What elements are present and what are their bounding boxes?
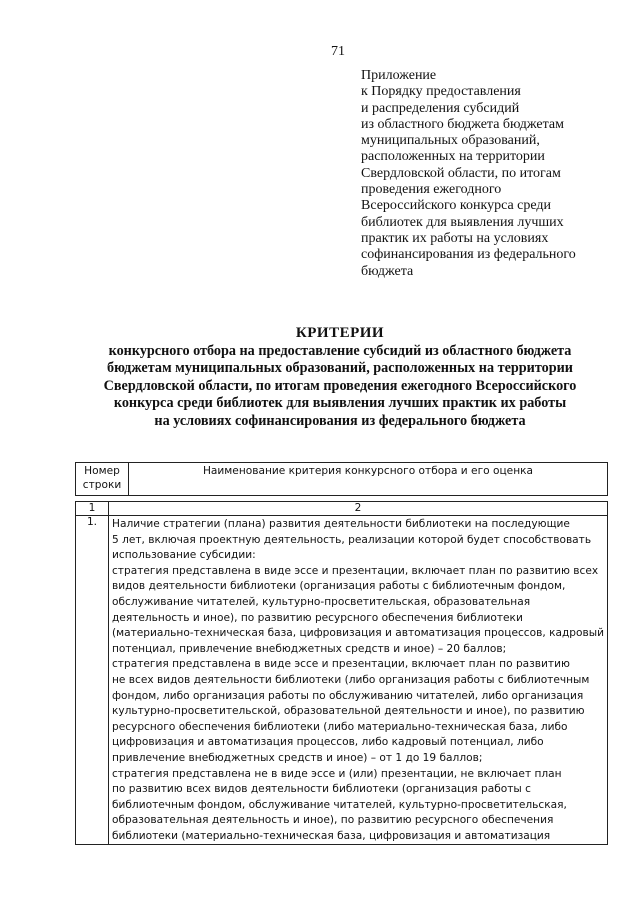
header-row (76, 463, 608, 496)
header-row-number-line2: строки (82, 479, 122, 491)
appendix-line: муниципальных образований, (361, 133, 540, 149)
criterion-line: стратегия представлена в виде эссе и презентации, включает план по развитию (111, 658, 570, 671)
appendix-line: проведения ежегодного (361, 182, 502, 198)
header-row-number (76, 463, 129, 496)
title-line: бюджетам муниципальных образований, расположенных на территории (107, 360, 573, 377)
criterion-line: использование субсидии: (111, 549, 256, 562)
document-title (60, 325, 620, 431)
criterion-line: потенциал, привлечение внебюджетных средств и иное) – 20 баллов; (111, 642, 507, 655)
criterion-line: 5 лет, включая проектную деятельность, реализации которой будет способствовать (111, 533, 592, 546)
criteria-table (75, 501, 608, 845)
appendix-line: Приложение (361, 68, 437, 83)
criterion-line: обслуживание читателей, культурно-просветительская, образовательная (111, 595, 531, 608)
column-number-row (76, 502, 608, 516)
criterion-line: (материально-техническая база, цифровизация и автоматизация процессов, кадровый (111, 627, 604, 640)
title-main: КРИТЕРИИ (295, 325, 385, 341)
criterion-line: стратегия представлена не в виде эссе и (или) презентации, не включает план (111, 767, 562, 780)
appendix-line: Свердловской области, по итогам (361, 165, 561, 181)
title-line: Свердловской области, по итогам проведения ежегодного Всероссийского (103, 377, 577, 394)
criterion-line: библиотечным фондом, обслуживание читателей, культурно-просветительская, (111, 798, 567, 811)
row-number: 1. (76, 516, 109, 845)
criterion-line: цифровизация и автоматизация процессов, либо кадровый потенциал, либо (111, 736, 544, 749)
appendix-line: и распределения субсидий (361, 100, 520, 116)
criterion-line: фондом, либо организация работы по обслуживанию читателей, либо организация (111, 689, 584, 702)
title-line: на условиях софинансирования из федерального бюджета (154, 412, 526, 429)
title-line: конкурса среди библиотек для выявления лучших практик их работы (113, 395, 567, 412)
header-criterion-name: Наименование критерия конкурсного отбора и его оценка (129, 463, 608, 496)
appendix-line: софинансирования из федерального (361, 247, 576, 263)
appendix-line: расположенных на территории (361, 149, 545, 165)
criterion-line: видов деятельности библиотеки (организация работы с библиотечным фондом, (111, 580, 566, 593)
appendix-line: библиотек для выявления лучших (361, 214, 564, 230)
header-row-number-line1: Номер (84, 465, 120, 477)
table-row (76, 516, 608, 845)
column-number-1: 1 (76, 502, 109, 516)
appendix-line: бюджета (361, 263, 414, 279)
appendix-note (361, 68, 611, 280)
appendix-line: из областного бюджета бюджетам (361, 116, 564, 132)
criterion-line: ресурсного обеспечения библиотеки (либо материально-техническая база, либо (111, 720, 568, 733)
appendix-line: практик их работы на условиях (361, 230, 549, 246)
criterion-line: стратегия представлена в виде эссе и презентации, включает план по развитию всех (111, 564, 599, 577)
criterion-text (108, 516, 607, 845)
criterion-line: образовательная деятельность и иное), по развитию ресурсного обеспечения (111, 814, 554, 827)
column-number-2: 2 (108, 502, 607, 516)
criterion-line: привлечение внебюджетных средств и иное) – от 1 до 19 баллов; (111, 751, 483, 764)
criterion-line: культурно-просветительской, образовательной деятельности и иное), по развитию (111, 705, 585, 718)
page-number: 71 (331, 44, 345, 59)
criteria-table-header (75, 462, 608, 496)
criterion-line: библиотеки (материально-техническая база, цифровизация и автоматизация (111, 829, 551, 842)
criterion-line: по развитию всех видов деятельности библиотеки (организация работы с (111, 783, 531, 796)
criterion-line: Наличие стратегии (плана) развития деятельности библиотеки на последующие (111, 518, 570, 530)
title-line: конкурсного отбора на предоставление субсидий из областного бюджета (108, 342, 572, 359)
appendix-line: к Порядку предоставления (361, 84, 521, 100)
appendix-line: Всероссийского конкурса среди (361, 198, 552, 214)
criterion-line: деятельность и иное), по развитию ресурсного обеспечения библиотеки (111, 611, 523, 624)
criterion-line: не всех видов деятельности библиотеки (либо организация работы с библиотечным (111, 673, 590, 686)
